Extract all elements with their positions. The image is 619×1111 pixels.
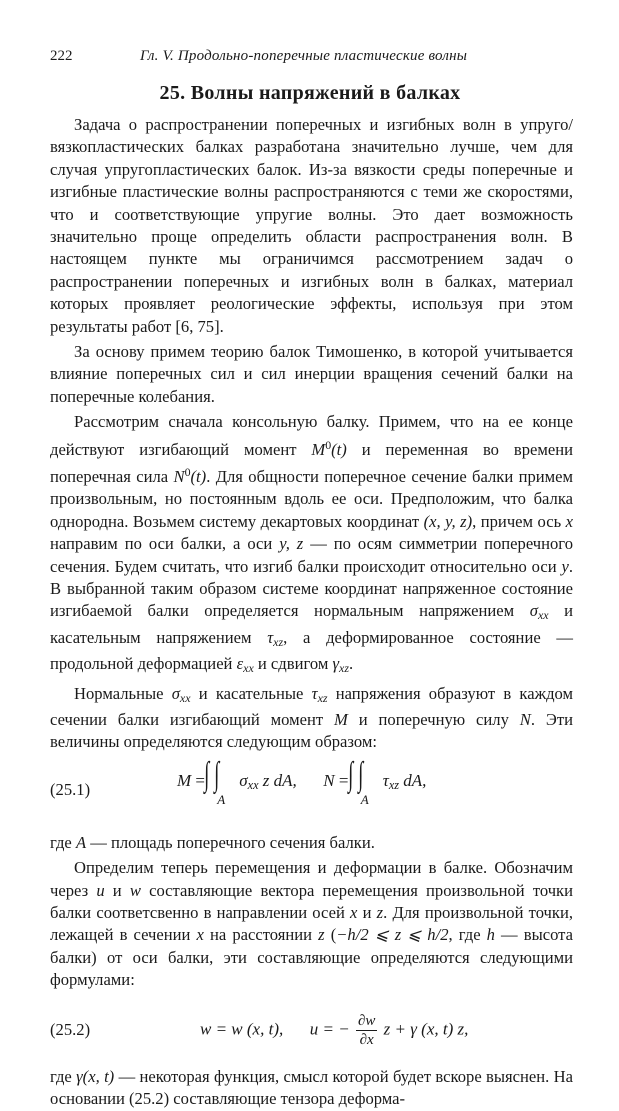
text-run: , где (448, 925, 487, 945)
text-run: и поперечную силу (347, 710, 520, 730)
equation-body (200, 1012, 468, 1049)
equation-body (177, 755, 427, 807)
subscript: xx (179, 690, 191, 705)
paragraph-6 (50, 857, 573, 991)
eq-part: w = w (x, t), (200, 1019, 284, 1039)
symbol-gamma-xz (332, 654, 349, 676)
symbol-letter: τ (267, 627, 274, 647)
text-run: — площадь поперечного сечения балки. (86, 832, 375, 852)
subscript: xx (243, 661, 254, 676)
symbol-eps-xx (236, 654, 254, 676)
integral-sign: ∫ (214, 755, 220, 793)
subscript: xz (317, 690, 328, 705)
symbol-M0 (311, 437, 347, 459)
text-run: ( (324, 925, 337, 945)
symbol-h: h (486, 925, 495, 945)
symbol-coords: (x, y, z) (423, 511, 473, 531)
integrand (383, 771, 427, 790)
eq-lhs: N (323, 770, 335, 790)
symbol-letter: σ (529, 601, 538, 621)
subscript: xz (388, 777, 400, 792)
subscript: xx (537, 608, 549, 623)
paragraph-5 (50, 832, 573, 854)
text-run: и сдвигом (253, 654, 333, 674)
text-run: где (50, 832, 76, 852)
text-run: Рассмотрим сначала консольную балку. Примем, что на ее конце действуют изгибающий момент (50, 412, 573, 459)
symbol-tau-xz (312, 684, 328, 703)
text-body (50, 114, 573, 1111)
symbol-w: w (129, 880, 141, 900)
symbol-range: −h/2 ⩽ z ⩽ h/2 (336, 925, 449, 945)
symbol-x: x (196, 925, 204, 945)
symbol-gamma: γ(x, t) (76, 1066, 115, 1086)
fraction-denominator: ∂x (359, 1031, 374, 1048)
symbol-arg: (t) (331, 439, 347, 459)
integrand (239, 771, 297, 790)
symbol-letter: N (173, 467, 185, 487)
text-run: — высота балки) от оси балки, эти составляющие определяются следующими формулами: (50, 925, 573, 990)
symbol-letter: σ (171, 683, 180, 703)
superscript: 0 (184, 465, 191, 480)
integration-domain: A (360, 791, 369, 807)
integration-domain: A (217, 791, 226, 807)
eq-sign: = (195, 770, 206, 790)
symbol-sigma-xx (172, 684, 191, 703)
eq-sign: = (338, 770, 349, 790)
paragraph-2: За основу примем теорию балок Тимошенко, в которой учитывается влияние поперечных сил и сил инерции вращения сечений балки на поперечные колебания. (50, 342, 573, 406)
symbol-letter: τ (382, 770, 389, 790)
double-integral (204, 755, 239, 807)
eq-part: z + γ (x, t) z, (383, 1019, 469, 1039)
text-run: , причем ось (472, 511, 566, 531)
symbol-N0 (173, 467, 206, 486)
text-run: . Эти величины определяются следующим образом: (50, 710, 574, 752)
text-run: и (104, 880, 130, 900)
page-number: 222 (50, 48, 73, 64)
eq-part: u = − (309, 1019, 350, 1039)
symbol-M: M (334, 710, 348, 730)
integral-sign: ∫ (204, 755, 210, 793)
symbol-letter: M (311, 439, 326, 459)
running-head (50, 48, 570, 68)
symbol-x: x (350, 903, 358, 923)
symbol-arg: (t) (190, 467, 207, 487)
paragraph-4 (50, 683, 573, 754)
subscript: xz (273, 634, 284, 649)
paragraph-7 (50, 1066, 573, 1111)
text-run: где (50, 1066, 77, 1086)
superscript: 0 (325, 437, 332, 452)
equation-25-1 (50, 755, 573, 832)
text-run: напряжения образуют в каждом сечении балки изгибающий момент (50, 683, 573, 730)
symbol-letter: ε (236, 654, 244, 674)
text-run: и (357, 903, 377, 923)
text-run: . (348, 654, 354, 674)
symbol-letter: τ (311, 683, 318, 703)
symbol-z: z (318, 925, 325, 945)
symbol-tau-xz (267, 628, 283, 647)
text-run: Определим теперь перемещения и деформации в балке. Обозначим через (50, 858, 573, 900)
integral-sign: ∫ (347, 755, 353, 793)
symbol-y: y (561, 556, 569, 576)
fraction (356, 1012, 377, 1049)
integrand-rest: dA, (403, 770, 427, 790)
text-run: Нормальные (74, 683, 172, 703)
symbol-u: u (96, 880, 105, 900)
text-run: направим по оси балки, а оси (50, 534, 280, 554)
symbol-sigma-xx (529, 601, 549, 623)
text-run: , а деформированное состояние — продольной деформацией (50, 627, 574, 674)
text-run: — по осям симметрии поперечного сечения. Будем считать, что изгиб балки происходит относительно оси (50, 534, 573, 576)
text-run: и касательные (190, 683, 312, 703)
integral-sign: ∫ (357, 755, 363, 793)
text-run: на расстоянии (203, 925, 319, 945)
symbol-N: N (519, 710, 531, 730)
symbol-letter: σ (239, 770, 248, 790)
text-run: — некоторая функция, смысл которой будет вскоре выяснен. На основании (25.2) составляющие тензора деформа- (50, 1066, 574, 1109)
subscript: xx (247, 777, 259, 792)
text-run: и касательным напряжением (50, 601, 574, 647)
text-run: составляющие вектора перемещения произвольной точки балки соответсвенно в направлении осей (50, 880, 574, 923)
text-run: . Для произвольной точки, лежащей в сечении (50, 903, 573, 945)
symbol-z: z (376, 903, 384, 923)
symbol-letter: γ (332, 654, 340, 674)
text-run: . В выбранной таким образом системе координат напряженное состояние изгибаемой балки определяется нормальным напряжением (50, 556, 573, 621)
text-run: . Для общности поперечное сечение балки примем произвольным, но постоянным вдоль ее оси. Предположим, что балка однородна. Возьмем систему декартовых координат (50, 467, 573, 531)
paragraph-1: Задача о распространении поперечных и изгибных волн в упруго/вязкопластических балках разработана значительно лучше, чем для случая упругопластических балок. Из-за вязкости среды поперечные и изгибные пластические волны распространяются с теми же скоростями, что и соответствующие упругие волны. Это дает возможность значительно проще определить области распространения волн. В настоящем пункте мы ограничимся рассмотрением задач о распространении поперечных и изгибных волн в балках, материал которых проявляет реологические эффекты, используя при этом результаты работ [6, 75]. (50, 115, 573, 336)
symbol-A: A (75, 832, 87, 852)
equation-number: (25.2) (50, 1019, 91, 1039)
integrand-rest: z dA, (262, 770, 297, 790)
fraction-numerator: ∂w (357, 1012, 376, 1029)
equation-number: (25.1) (50, 779, 91, 799)
paragraph-3 (50, 411, 573, 679)
subscript: xz (339, 661, 349, 676)
chapter-title: Гл. V. Продольно-поперечные пластические волны (140, 48, 468, 64)
equation-25-2 (50, 1000, 573, 1066)
double-integral (347, 755, 383, 807)
symbol-x: x (565, 511, 573, 531)
text-run: и переменная во времени поперечная сила (50, 439, 573, 487)
section-title: 25. Волны напряжений в балках (159, 82, 461, 104)
symbol-yz: y, z (279, 534, 304, 554)
eq-lhs: M (177, 770, 192, 790)
